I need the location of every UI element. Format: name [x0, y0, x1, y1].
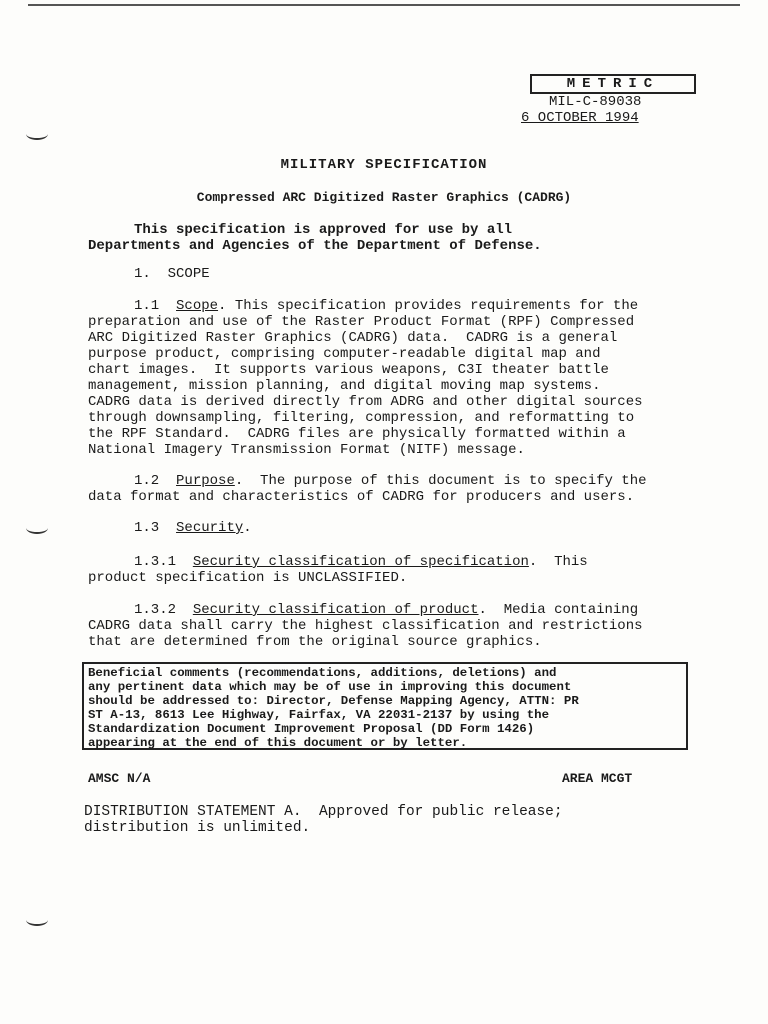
punch-hole-mark [26, 522, 48, 534]
distribution-statement: DISTRIBUTION STATEMENT A. Approved for public release; distribution is unlimited. [84, 804, 563, 836]
section-1-3-1: 1.3.1 Security classification of specification. This product specification is UNCLASSIFIED. [88, 554, 588, 586]
punch-hole-mark [26, 128, 48, 140]
approval-line: This specification is approved for use by all [134, 222, 513, 238]
page-title: MILITARY SPECIFICATION [280, 157, 488, 173]
page-subtitle: Compressed ARC Digitized Raster Graphics (CADRG) [196, 190, 572, 205]
section-1-heading: 1. SCOPE [134, 266, 210, 282]
amsc-label: AMSC N/A [88, 771, 151, 786]
punch-hole-mark [26, 914, 48, 926]
section-1-2: 1.2 Purpose. The purpose of this document is to specify the data format and characteristics of CADRG for producers and users. [88, 473, 647, 505]
doc-number: MIL-C-89038 [549, 94, 642, 110]
area-label: AREA MCGT [562, 771, 633, 786]
comments-box: Beneficial comments (recommendations, additions, deletions) and any pertinent data which may be of use in improving this document should be addressed to: Director, Defense Mapping Agency, ATTN: PR ST A-13, 8613 Lee Highway, Fairfax, VA 22031-2137 by using the Standardization Document Improvement Proposal (DD Form 1426) appearing at the end of this document or by letter. [82, 662, 688, 750]
section-1-1: 1.1 Scope. This specification provides requirements for the preparation and use of the Raster Product Format (RPF) Compressed ARC Digitized Raster Graphics (CADRG) data. CADRG is a general purpose product, comprising computer-readable digital map and chart images. It supports various weapons, C3I theater battle management, mission planning, and digital moving map systems. CADRG data is derived directly from ADRG and other digital sources through downsampling, filtering, compression, and reformatting to the RPF Standard. CADRG files are physically formatted within a National Imagery Transmission Format (NITF) message. [88, 298, 643, 458]
section-1-3: 1.3 Security. [134, 520, 252, 536]
section-1-3-2: 1.3.2 Security classification of product. Media containing CADRG data shall carry the highest classification and restrictions that are determined from the original source graphics. [88, 602, 643, 650]
top-rule [28, 4, 740, 6]
doc-date: 6 OCTOBER 1994 [521, 110, 639, 126]
metric-label: METRIC [530, 74, 696, 94]
approval-line: Departments and Agencies of the Department of Defense. [88, 238, 542, 254]
